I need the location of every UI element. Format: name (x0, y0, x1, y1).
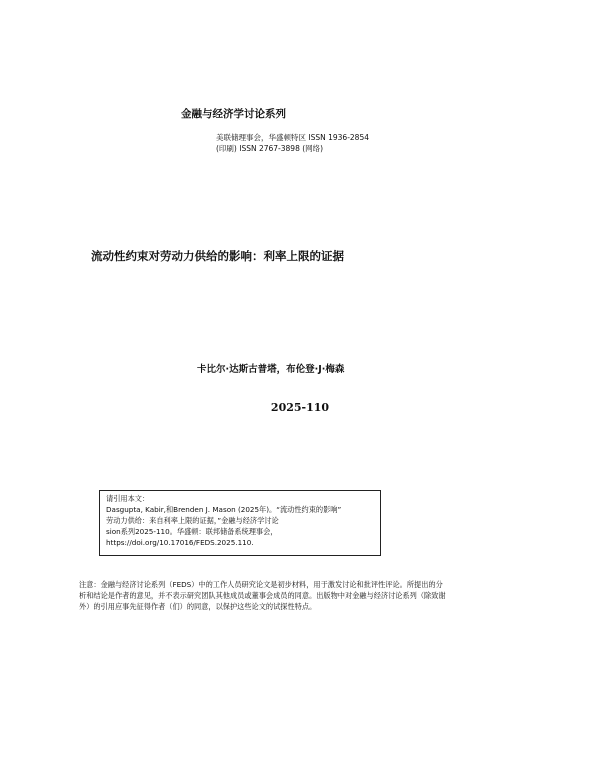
paper-authors: 卡比尔·达斯古普塔，布伦登·J·梅森 (197, 364, 345, 375)
notice-line: 析和结论是作者的意见，并不表示研究团队其他成员或董事会成员的同意。出版物中对金融与经济讨论系列（除致谢 (79, 591, 446, 600)
notice-line: 外）的引用应事先征得作者（们）的同意，以保护这些论文的试探性特点。 (79, 602, 317, 611)
disclaimer-notice (79, 579, 537, 612)
issn-print-line: 美联储理事会，华盛顿特区 ISSN 1936-2854 (216, 133, 369, 142)
citation-doi-link[interactable]: https://doi.org/10.17016/FEDS.2025.110. (106, 538, 254, 547)
citation-line: sion系列2025-110。华盛顿：联邦储备系统理事会， (106, 527, 278, 536)
paper-number: 2025-110 (270, 401, 330, 414)
citation-line: Dasgupta, Kabir,和Brenden J. Mason (2025年)。“流动性约束的影响” (106, 505, 342, 514)
citation-line: 劳动力供给：来自利率上限的证据，”金融与经济学讨论 (106, 516, 279, 525)
citation-heading: 请引用本文： (106, 494, 150, 503)
paper-title: 流动性约束对劳动力供给的影响：利率上限的证据 (91, 249, 344, 263)
citation-box (99, 490, 381, 556)
issn-info (216, 132, 369, 154)
issn-online-line: (印刷) ISSN 2767-3898 (网络) (216, 144, 324, 153)
notice-line: 注意：金融与经济讨论系列（FEDS）中的工作人员研究论文是初步材料，用于激发讨论和批评性评论。所提出的分 (79, 580, 443, 589)
series-title: 金融与经济学讨论系列 (181, 108, 286, 120)
